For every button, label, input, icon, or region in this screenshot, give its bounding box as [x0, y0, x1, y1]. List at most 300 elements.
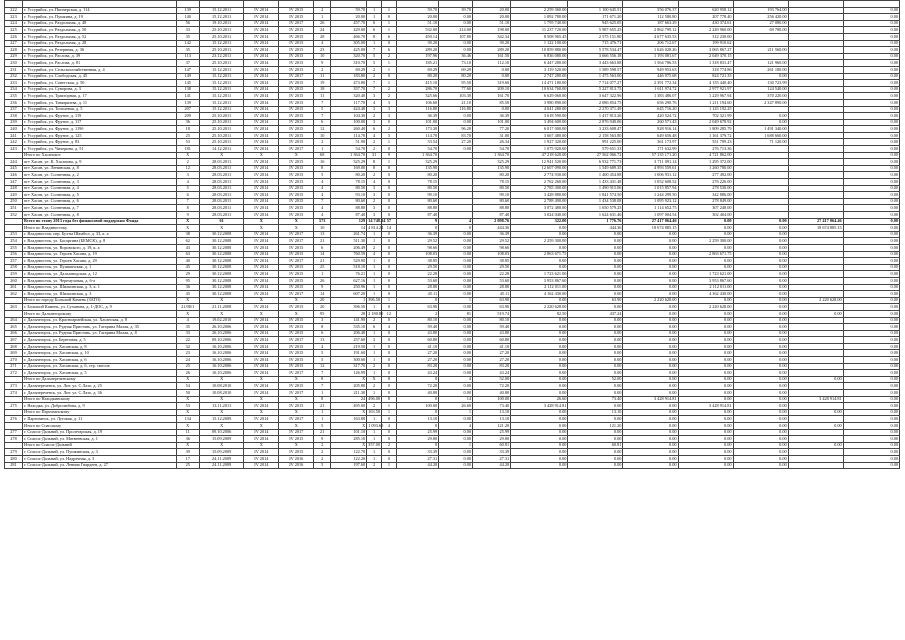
table-cell: 511.30	[331, 238, 367, 245]
table-cell: г. Дальнегорск, ул. Красноармейская, ул. Хасанская, д. 8	[23, 317, 177, 324]
table-cell: 0.00	[678, 363, 733, 370]
table-cell: 0.00	[511, 416, 568, 423]
table-row	[5, 231, 900, 238]
table-cell: Итого по Дальнегорскому	[23, 310, 177, 317]
table-row	[5, 172, 900, 179]
table-cell: 0.00	[568, 337, 623, 344]
table-cell	[733, 159, 788, 166]
table-cell: IV 2015	[279, 27, 314, 34]
table-cell: 1	[382, 159, 397, 166]
table-cell: 0.00	[623, 357, 678, 364]
table-cell: 28.03.2011	[199, 165, 243, 172]
table-cell: 317.70	[331, 363, 367, 370]
table-cell: 8	[314, 376, 331, 383]
table-cell: 3 428 914.81	[788, 396, 843, 403]
table-cell: 78.15	[331, 179, 367, 186]
table-cell: 2 774 930.00	[511, 172, 568, 179]
table-cell	[733, 185, 788, 192]
table-row	[5, 212, 900, 219]
table-cell: 0.00	[511, 244, 568, 251]
table-cell: 260 571.43	[623, 119, 678, 126]
table-cell: 1	[314, 409, 331, 416]
table-cell: 101.00	[396, 119, 438, 126]
table-cell: X	[244, 442, 279, 449]
table-cell: 1 364.70	[396, 152, 438, 159]
table-cell: Итого по Дальнереченскому	[23, 376, 177, 383]
table-cell: 39.20	[473, 40, 511, 47]
table-cell: 2	[367, 198, 382, 205]
table-cell: 2	[367, 244, 382, 251]
table-cell: 3 711 091.14	[623, 159, 678, 166]
table-cell: 0.00	[843, 390, 899, 397]
table-cell: 0.00	[439, 357, 473, 364]
table-cell: г. Владивосток, ул. Шилкинская, д. 3, к. 1	[23, 284, 177, 291]
table-cell: 6	[382, 33, 397, 40]
table-cell: г. Уссурийск, ул. Советская, д. 50	[23, 80, 177, 87]
table-cell: 0.00	[623, 449, 678, 456]
table-cell: 1 095 923.12	[623, 198, 678, 205]
table-cell: IV 2015	[279, 304, 314, 311]
table-row	[5, 264, 900, 271]
table-cell: IV 2014	[244, 113, 279, 120]
table-cell: 0.00	[623, 231, 678, 238]
table-cell: 0.00	[623, 376, 678, 383]
table-cell: IV 2015	[279, 436, 314, 443]
table-cell: г. Уссурийск, ул. Фрунзе, д. 117	[23, 119, 177, 126]
table-cell: 77.60	[439, 86, 473, 93]
table-cell: 0	[396, 376, 438, 383]
table-cell: 1 626 028.26	[623, 47, 678, 54]
table-cell: 69.29	[439, 66, 473, 73]
table-cell: IV 2014	[244, 271, 279, 278]
table-cell: 28.03.2011	[199, 179, 243, 186]
table-cell: 0.00	[788, 376, 843, 383]
table-cell: 0.00	[568, 416, 623, 423]
table-cell: пгт Хасан, ул. К. Хасанова, д. 9	[23, 159, 177, 166]
table-cell: 5 987 655.25	[568, 27, 623, 34]
table-cell	[788, 106, 843, 113]
table-cell	[788, 1, 843, 8]
table-cell: IV 2015	[279, 350, 314, 357]
table-cell: 0.00	[623, 310, 678, 317]
table-cell: 0.00	[678, 455, 733, 462]
table-cell: X	[176, 423, 199, 430]
table-cell: 0.00	[511, 258, 568, 265]
table-cell: 0.00	[843, 337, 899, 344]
table-cell: 0.00	[733, 376, 788, 383]
table-cell: 122.20	[331, 455, 367, 462]
table-row	[5, 185, 900, 192]
table-row	[5, 119, 900, 126]
table-cell	[5, 225, 23, 232]
table-cell: пгт Хасан, ул. Солнечная, д. 7	[23, 205, 177, 212]
table-cell: 7	[367, 80, 382, 87]
table-cell	[176, 1, 199, 8]
table-cell: 0.00	[843, 33, 899, 40]
table-cell	[788, 449, 843, 456]
table-cell: 7	[314, 198, 331, 205]
table-cell: 27 417 064.46	[623, 218, 678, 225]
table-cell: 59.40	[396, 324, 438, 331]
table-cell: 607.20	[331, 291, 367, 298]
table-cell: 3 233 608.47	[568, 126, 623, 133]
table-cell: 53	[176, 139, 199, 146]
table-cell	[788, 238, 843, 245]
table-cell: пгт Хасан, ул. Солнечная, д. 8	[23, 212, 177, 219]
table-row	[5, 7, 900, 14]
table-cell: 83.20	[396, 363, 438, 370]
table-cell: 47 218 620.00	[511, 152, 568, 159]
table-cell: 116.80	[439, 106, 473, 113]
table-cell: 259	[5, 271, 23, 278]
table-cell: 262	[5, 291, 23, 298]
table-cell: 31.00	[473, 132, 511, 139]
table-cell	[788, 264, 843, 271]
table-cell: 3 065 867.27	[678, 47, 733, 54]
table-cell: IV 2015	[279, 449, 314, 456]
table-cell: 53	[176, 403, 199, 410]
table-cell: IV 2014	[244, 40, 279, 47]
table-cell: X	[244, 218, 279, 225]
table-cell: 2	[367, 146, 382, 153]
table-cell	[367, 1, 382, 8]
table-cell	[788, 14, 843, 21]
table-cell: 45.11	[473, 291, 511, 298]
table-cell: 25.10.2011	[199, 47, 243, 54]
table-cell: 60.80	[473, 337, 511, 344]
table-cell: 25.10.2011	[199, 27, 243, 34]
table-cell: 0.00	[623, 455, 678, 462]
table-cell: IV 2014	[244, 73, 279, 80]
table-cell: 5	[314, 106, 331, 113]
table-cell	[843, 1, 899, 8]
table-cell: 0	[396, 423, 438, 430]
table-cell: 444.36	[473, 225, 511, 232]
table-cell	[788, 113, 843, 120]
table-cell: 3 428 914.81	[678, 403, 733, 410]
table-cell: 320.40	[331, 93, 367, 100]
table-cell: 1	[367, 357, 382, 364]
table-cell: IV 2014	[244, 416, 279, 423]
table-cell	[788, 462, 843, 469]
table-cell: 0.00	[843, 185, 899, 192]
table-cell	[5, 1, 23, 8]
table-cell: 1	[382, 7, 397, 14]
table-cell: 41.10	[396, 343, 438, 350]
table-cell: 2 862 799.12	[623, 27, 678, 34]
table-cell: IV 2014	[244, 126, 279, 133]
table-cell: г. Спасск-Дальний, ул. Пушкинская, д. 3	[23, 449, 177, 456]
table-cell: IV 2015	[279, 7, 314, 14]
table-cell: 1 229 967.94	[678, 93, 733, 100]
table-cell: 10.08.2010	[199, 383, 243, 390]
table-cell	[733, 146, 788, 153]
table-cell: 0.00	[678, 317, 733, 324]
table-cell: 7	[314, 383, 331, 390]
table-cell: 21	[314, 258, 331, 265]
table-cell: 0	[382, 244, 397, 251]
table-cell: 0.00	[843, 291, 899, 298]
table-cell: 1	[367, 264, 382, 271]
table-cell: 15.12.2011	[199, 93, 243, 100]
table-cell: 2 086 854.75	[568, 99, 623, 106]
subtotal-row	[5, 396, 900, 403]
table-cell: 108.03	[396, 251, 438, 258]
table-cell: 187 663.29	[623, 20, 678, 27]
table-cell: 0.00	[843, 370, 899, 377]
table-cell: 26.34	[473, 139, 511, 146]
table-cell: г. Уссурийск, ул. Пионерская, д. 114	[23, 7, 177, 14]
table-cell: 0.00	[623, 383, 678, 390]
table-cell: 99.10	[473, 192, 511, 199]
table-cell: 38.85	[473, 258, 511, 265]
table-cell: X	[331, 376, 367, 383]
table-cell: 0.00	[843, 146, 899, 153]
table-cell: 27 562 066.72	[568, 152, 623, 159]
table-cell: 0.00	[843, 27, 899, 34]
table-cell: 205.80	[331, 383, 367, 390]
table-cell: 0.00	[623, 363, 678, 370]
table-cell: IV 2015	[279, 198, 314, 205]
table-cell: 261.74	[331, 231, 367, 238]
table-cell	[733, 212, 788, 219]
table-cell: 0	[382, 343, 397, 350]
table-row	[5, 436, 900, 443]
table-cell: 0	[382, 198, 397, 205]
table-cell: 0.00	[678, 231, 733, 238]
table-cell: 518.10	[331, 264, 367, 271]
table-cell: 2	[382, 442, 397, 449]
table-cell: 3 428 914.81	[511, 403, 568, 410]
table-cell: 2 977 921.97	[678, 86, 733, 93]
table-cell: 0.00	[511, 343, 568, 350]
table-cell: IV 2014	[244, 33, 279, 40]
table-cell: 10 634 760.00	[511, 86, 568, 93]
table-cell	[733, 172, 788, 179]
table-cell: 0.00	[733, 423, 788, 430]
table-cell: 15.12.2011	[199, 99, 243, 106]
table-cell: 5	[314, 350, 331, 357]
table-cell: 246	[5, 172, 23, 179]
table-cell: 0.00	[843, 93, 899, 100]
table-cell: 6	[367, 324, 382, 331]
table-cell: 0.00	[511, 376, 568, 383]
table-cell: 0.00	[733, 403, 788, 410]
table-cell	[788, 40, 843, 47]
table-cell: 0.00	[568, 383, 623, 390]
table-cell: 260.40	[331, 126, 367, 133]
table-cell: 228	[5, 47, 23, 54]
table-cell: X	[199, 225, 243, 232]
table-cell: IV 2015	[279, 185, 314, 192]
table-cell: 656 290.76	[623, 99, 678, 106]
table-cell: 11 237 720.00	[511, 27, 568, 34]
table-cell: 20.00	[473, 14, 511, 21]
table-cell: IV 2016	[279, 455, 314, 462]
table-cell: 214.00	[439, 27, 473, 34]
table-cell: IV 2015	[279, 53, 314, 60]
table-cell: X	[199, 396, 243, 403]
table-cell: 0.00	[623, 284, 678, 291]
table-cell: 16.10.2006	[199, 363, 243, 370]
table-cell: 25	[176, 132, 199, 139]
table-cell: 223	[5, 14, 23, 21]
table-cell: 51.10	[396, 20, 438, 27]
table-cell: 429.00	[331, 27, 367, 34]
table-cell: 1	[367, 390, 382, 397]
table-cell: 30.12.2008	[199, 264, 243, 271]
table-cell: IV 2014	[244, 106, 279, 113]
table-cell: 1 841 574.50	[568, 192, 623, 199]
table-cell: пгт Хасан, ул. Солнечная, д. 3	[23, 179, 177, 186]
table-cell: 33	[176, 27, 199, 34]
table-cell: 263	[5, 304, 23, 311]
table-cell: 0.00	[439, 20, 473, 27]
table-cell: 302 404.00	[678, 212, 733, 219]
table-cell	[788, 119, 843, 126]
table-cell: 80.50	[473, 185, 511, 192]
table-cell: 41.10	[473, 343, 511, 350]
table-cell: 32	[176, 343, 199, 350]
table-cell: 0.00	[511, 324, 568, 331]
table-cell	[788, 73, 843, 80]
table-cell: 1	[367, 284, 382, 291]
table-row	[5, 198, 900, 205]
table-cell: 24.11.2009	[199, 462, 243, 469]
table-cell: 1	[382, 139, 397, 146]
table-cell: IV 2015	[279, 132, 314, 139]
table-cell: 0.00	[733, 291, 788, 298]
table-cell: 28.03.2011	[199, 212, 243, 219]
table-cell: IV 2015	[279, 139, 314, 146]
table-cell: 0.00	[843, 139, 899, 146]
table-cell: 991 225.00	[568, 139, 623, 146]
table-cell	[733, 106, 788, 113]
table-cell: 30.12.2008	[199, 284, 243, 291]
table-cell: 573	[314, 218, 331, 225]
table-cell: X	[279, 396, 314, 403]
table-cell: Итого по Владивостоку	[23, 225, 177, 232]
table-cell: 206.40	[331, 330, 367, 337]
table-cell: 0	[382, 277, 397, 284]
table-cell: пгт Хасан, ул. Солнечная, д. 4	[23, 185, 177, 192]
table-cell: 0	[382, 330, 397, 337]
table-cell: 0.00	[511, 449, 568, 456]
table-cell: 3 667 480.00	[511, 132, 568, 139]
table-cell: 0.00	[511, 462, 568, 469]
table-cell: IV 2015	[279, 93, 314, 100]
table-cell	[244, 1, 279, 8]
table-cell: 30.12.2008	[199, 244, 243, 251]
table-cell: 1 260 780.00	[678, 165, 733, 172]
table-cell: 2 180.80	[368, 310, 384, 316]
table-cell	[199, 1, 243, 8]
table-cell: 0	[382, 119, 397, 126]
table-cell: 0.00	[843, 383, 899, 390]
table-cell: Итого по Находкинскому	[23, 396, 177, 403]
table-cell	[382, 1, 397, 8]
table-cell: 1 650 579.25	[568, 205, 623, 212]
table-cell	[5, 442, 23, 449]
table-cell: 2	[382, 53, 397, 60]
table-cell: 4 814.24	[368, 224, 384, 230]
table-cell: 0	[382, 390, 397, 397]
table-cell: 1	[382, 60, 397, 67]
table-row	[5, 47, 900, 54]
table-cell: 2	[314, 139, 331, 146]
table-cell	[788, 271, 843, 278]
table-cell: 2 220 628.00	[623, 297, 678, 304]
table-cell: IV 2015	[279, 264, 314, 271]
table-cell: 35	[176, 324, 199, 331]
table-row	[5, 73, 900, 80]
table-cell: 0.00	[678, 449, 733, 456]
table-row	[5, 350, 900, 357]
table-cell: 104.30	[331, 113, 367, 120]
table-cell: 268	[5, 343, 23, 350]
table-cell	[788, 139, 843, 146]
table-cell: 43.24	[473, 370, 511, 377]
table-cell: 0.00	[511, 297, 568, 304]
table-cell: 35	[176, 33, 199, 40]
table-cell: 22.28	[473, 271, 511, 278]
table-cell: 0.00	[843, 218, 899, 225]
table-cell: IV 2014	[244, 449, 279, 456]
table-cell: IV 2015	[279, 113, 314, 120]
table-cell: IV 2014	[244, 330, 279, 337]
table-row	[5, 317, 900, 324]
table-cell: 2 220 628.00	[511, 304, 568, 311]
table-cell: 0.00	[733, 225, 788, 232]
table-cell: г. Дальнегорск, ул. Рудная Пристань, ул. Гагарина Малая, д. 8	[23, 330, 177, 337]
table-cell: 0.00	[439, 363, 473, 370]
table-cell: 25.10.2011	[199, 119, 243, 126]
table-cell: 0.00	[843, 251, 899, 258]
table-cell: 4	[176, 317, 199, 324]
table-cell: 95	[176, 277, 199, 284]
table-cell: 325.66	[396, 93, 438, 100]
table-cell: 0.00	[568, 264, 623, 271]
table-cell: 0.00	[733, 284, 788, 291]
table-cell: 5	[314, 462, 331, 469]
table-cell: 2	[367, 383, 382, 390]
table-cell	[5, 376, 23, 383]
table-cell: 80.20	[331, 172, 367, 179]
table-cell: IV 2015	[279, 192, 314, 199]
table-cell: 437.24	[568, 310, 623, 317]
table-cell: 0	[382, 251, 397, 258]
table-cell: 230	[5, 60, 23, 67]
table-cell: 27.31	[396, 455, 438, 462]
table-cell: X	[176, 225, 199, 232]
table-cell: 134	[176, 416, 199, 423]
table-cell: 1 688 660.00	[733, 132, 788, 139]
table-cell: 227	[5, 40, 23, 47]
table-cell: г. Дальнереченск, ул. Лит. ул. С.Лазо, д. 36	[23, 390, 177, 397]
table-cell: 466.70	[331, 33, 367, 40]
table-cell: 0.00	[473, 66, 511, 73]
table-cell: 106.60	[396, 99, 438, 106]
table-row	[5, 284, 900, 291]
table-cell: г. Уссурийск, ул. Раслова, д. 81	[23, 60, 177, 67]
table-cell: 0.00	[843, 179, 899, 186]
table-cell: 0.00	[439, 455, 473, 462]
table-cell: 260	[5, 277, 23, 284]
table-cell	[788, 363, 843, 370]
table-cell: г. Уссурийск, ул. Раздольная, д. 52	[23, 33, 177, 40]
table-cell: 254	[5, 238, 23, 245]
table-cell: 0	[396, 409, 438, 416]
